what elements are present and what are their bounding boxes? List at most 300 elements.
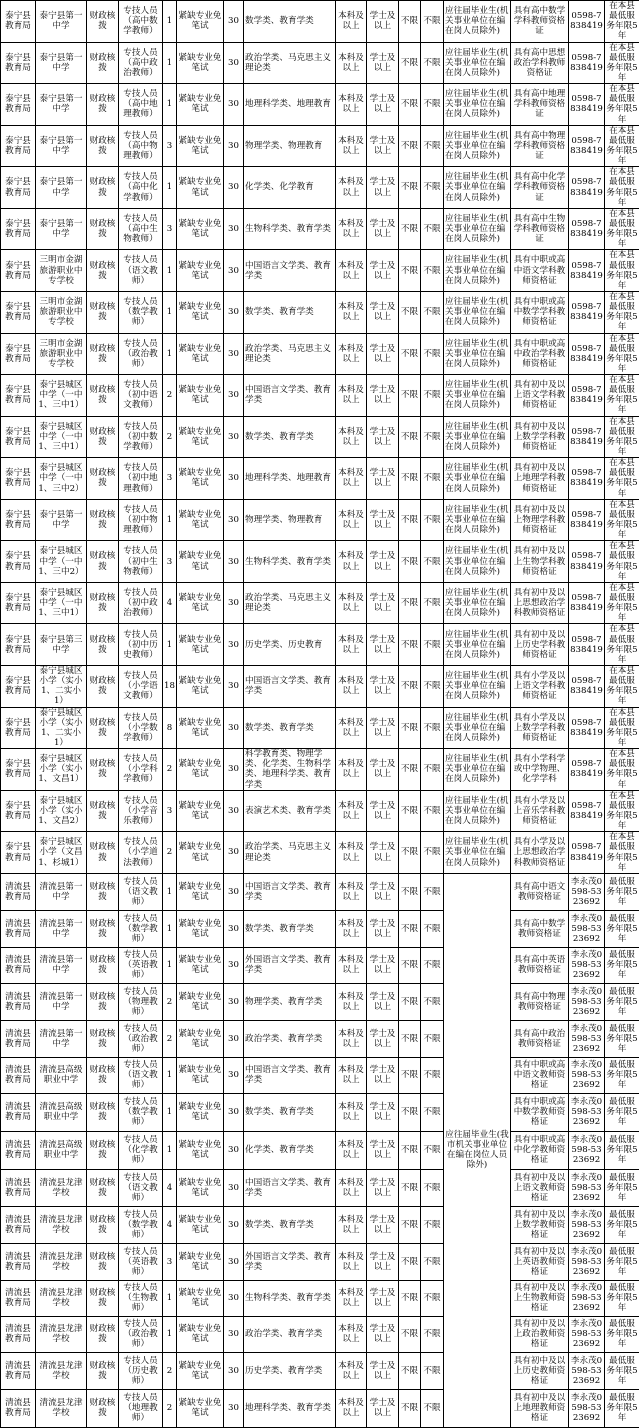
cell-degree: 学士及以上: [367, 790, 399, 832]
cell-education: 本科及以上: [336, 291, 367, 333]
cell-position: 专技人员（物理教师）: [119, 983, 163, 1020]
cell-service-note: 在本县最低服务年限5年: [605, 707, 639, 749]
cell-degree: 学士及以上: [367, 983, 399, 1020]
cell-gender: 不限: [399, 416, 421, 458]
cell-education: 本科及以上: [336, 375, 367, 417]
cell-position: 专技人员（初中政治教师）: [119, 582, 163, 624]
cell-degree: 学士及以上: [367, 167, 399, 209]
cell-gender: 不限: [399, 983, 421, 1020]
cell-age-limit: 30: [224, 333, 244, 375]
cell-education: 本科及以上: [336, 42, 367, 84]
cell-degree: 学士及以上: [367, 749, 399, 791]
cell-service-note: 最低服务年限5年: [605, 1020, 639, 1057]
cell-funding: 财政核拨: [87, 1, 119, 43]
cell-contact: 李永茂0598-5323692: [569, 1280, 605, 1316]
cell-headcount: 18: [163, 666, 177, 708]
cell-exam-method: 紧缺专业免笔试: [177, 873, 224, 910]
cell-exam-method: 紧缺专业免笔试: [177, 624, 224, 666]
cell-service-note: 最低服务年限5年: [605, 947, 639, 983]
cell-funding: 财政核拨: [87, 1389, 119, 1427]
cell-service-note: 最低服务年限5年: [605, 1169, 639, 1206]
cell-employer: 三明市金湖旅游职业中专学校: [36, 250, 87, 292]
cell-education: 本科及以上: [336, 910, 367, 947]
cell-service-note: 在本县最低服务年限5年: [605, 416, 639, 458]
cell-major: 中国语言文学类、教育学类: [244, 873, 336, 910]
cell-funding: 财政核拨: [87, 790, 119, 832]
cell-age-limit: 30: [224, 790, 244, 832]
cell-headcount: 4: [163, 1169, 177, 1206]
cell-certificate: 具有初中及以上地理教师资格证: [511, 1389, 569, 1427]
cell-employer: 清流县龙津学校: [36, 1206, 87, 1243]
cell-household: 不限: [421, 1057, 444, 1093]
table-row: [1, 1243, 639, 1280]
table-row: [1, 1, 639, 43]
cell-household: 不限: [421, 749, 444, 791]
cell-certificate: 具有高中生物学科教师资格证: [511, 208, 569, 250]
cell-major: 生物科学类、教育学类: [244, 208, 336, 250]
cell-education: 本科及以上: [336, 749, 367, 791]
cell-degree: 学士及以上: [367, 947, 399, 983]
cell-department: 泰宁县教育局: [1, 790, 36, 832]
cell-employer: 清流县第一中学: [36, 873, 87, 910]
cell-headcount: 1: [163, 1093, 177, 1131]
table-row: [1, 1093, 639, 1131]
cell-qualification: 应往届毕业生(机关事业单位在编在岗人员除外): [444, 167, 511, 209]
cell-department: 清流县教育局: [1, 1093, 36, 1131]
cell-household: 不限: [421, 910, 444, 947]
cell-service-note: 在本县最低服务年限5年: [605, 458, 639, 500]
cell-major: 地理科学类、教育学类: [244, 1389, 336, 1427]
cell-headcount: 2: [163, 416, 177, 458]
cell-contact: 李永茂0598-5323692: [569, 1352, 605, 1389]
cell-major: 地理科学类、地理教育: [244, 458, 336, 500]
cell-contact: 李永茂0598-5323692: [569, 1206, 605, 1243]
cell-exam-method: 紧缺专业免笔试: [177, 416, 224, 458]
cell-exam-method: 紧缺专业免笔试: [177, 707, 224, 749]
cell-service-note: 在本县最低服务年限5年: [605, 42, 639, 84]
cell-funding: 财政核拨: [87, 707, 119, 749]
cell-exam-method: 紧缺专业免笔试: [177, 250, 224, 292]
cell-major: 生物科学类、教育学类: [244, 541, 336, 583]
cell-contact: 李永茂0598-5323692: [569, 910, 605, 947]
cell-degree: 学士及以上: [367, 1352, 399, 1389]
cell-degree: 学士及以上: [367, 208, 399, 250]
cell-funding: 财政核拨: [87, 1057, 119, 1093]
cell-education: 本科及以上: [336, 1280, 367, 1316]
cell-headcount: 1: [163, 1280, 177, 1316]
cell-department: 清流县教育局: [1, 947, 36, 983]
cell-employer: 清流县龙津学校: [36, 1389, 87, 1427]
cell-position: 专技人员（小学道法教师）: [119, 832, 163, 874]
cell-education: 本科及以上: [336, 84, 367, 126]
cell-household: 不限: [421, 624, 444, 666]
cell-certificate: 具有初中及以上政治教师资格证: [511, 1316, 569, 1352]
cell-department: 泰宁县教育局: [1, 1, 36, 43]
cell-gender: 不限: [399, 707, 421, 749]
cell-funding: 财政核拨: [87, 832, 119, 874]
cell-headcount: 1: [163, 910, 177, 947]
cell-education: 本科及以上: [336, 873, 367, 910]
table-row: [1, 1206, 639, 1243]
cell-department: 清流县教育局: [1, 1057, 36, 1093]
cell-gender: 不限: [399, 1131, 421, 1169]
cell-service-note: 在本县最低服务年限5年: [605, 499, 639, 541]
cell-exam-method: 紧缺专业免笔试: [177, 125, 224, 167]
cell-certificate: 具有中职或高中数学教师资格证: [511, 1093, 569, 1131]
cell-contact: 0598-7838419: [569, 499, 605, 541]
cell-household: 不限: [421, 375, 444, 417]
cell-department: 清流县教育局: [1, 983, 36, 1020]
cell-service-note: 最低服务年限5年: [605, 1057, 639, 1093]
cell-service-note: 最低服务年限5年: [605, 873, 639, 910]
cell-household: 不限: [421, 873, 444, 910]
cell-major: 外国语言文学类、教育学类: [244, 947, 336, 983]
cell-department: 泰宁县教育局: [1, 250, 36, 292]
cell-gender: 不限: [399, 582, 421, 624]
cell-exam-method: 紧缺专业免笔试: [177, 1206, 224, 1243]
cell-gender: 不限: [399, 910, 421, 947]
cell-funding: 财政核拨: [87, 1020, 119, 1057]
cell-certificate: 具有小学及以上数学学科教师资格证: [511, 707, 569, 749]
cell-employer: 泰宁县城区中学（一中1、三中2）: [36, 458, 87, 500]
table-row: [1, 541, 639, 583]
cell-household: 不限: [421, 582, 444, 624]
cell-age-limit: 30: [224, 666, 244, 708]
cell-education: 本科及以上: [336, 1316, 367, 1352]
cell-age-limit: 30: [224, 832, 244, 874]
cell-age-limit: 30: [224, 416, 244, 458]
cell-employer: 三明市金湖旅游职业中专学校: [36, 291, 87, 333]
cell-certificate: 具有初中及以上思想政治学科教师资格证: [511, 582, 569, 624]
cell-education: 本科及以上: [336, 499, 367, 541]
cell-funding: 财政核拨: [87, 291, 119, 333]
cell-major: 外国语言文学类、教育学类: [244, 1243, 336, 1280]
cell-headcount: 1: [163, 1057, 177, 1093]
cell-qualification: 应往届毕业生(机关事业单位在编在岗人员除外): [444, 291, 511, 333]
table-row: [1, 167, 639, 209]
cell-service-note: 在本县最低服务年限5年: [605, 582, 639, 624]
cell-funding: 财政核拨: [87, 1352, 119, 1389]
cell-certificate: 具有中职或高中数学学科教师资格证: [511, 291, 569, 333]
cell-education: 本科及以上: [336, 541, 367, 583]
cell-exam-method: 紧缺专业免笔试: [177, 541, 224, 583]
cell-employer: 清流县第一中学: [36, 1020, 87, 1057]
cell-position: 专技人员（初中历史教师）: [119, 624, 163, 666]
cell-age-limit: 30: [224, 947, 244, 983]
cell-funding: 财政核拨: [87, 666, 119, 708]
cell-education: 本科及以上: [336, 666, 367, 708]
cell-degree: 学士及以上: [367, 375, 399, 417]
cell-major: 物理学类、教育学类: [244, 983, 336, 1020]
cell-household: 不限: [421, 790, 444, 832]
cell-position: 专技人员（地理教师）: [119, 1389, 163, 1427]
cell-position: 专技人员（历史教师）: [119, 1352, 163, 1389]
cell-major: 数学类、教育学类: [244, 707, 336, 749]
cell-degree: 学士及以上: [367, 910, 399, 947]
cell-household: 不限: [421, 84, 444, 126]
cell-position: 专技人员（政治教师）: [119, 1020, 163, 1057]
cell-household: 不限: [421, 291, 444, 333]
cell-service-note: 最低服务年限5年: [605, 1206, 639, 1243]
cell-education: 本科及以上: [336, 582, 367, 624]
table-row: [1, 947, 639, 983]
cell-service-note: 最低服务年限5年: [605, 1389, 639, 1427]
cell-service-note: 在本县最低服务年限5年: [605, 666, 639, 708]
cell-household: 不限: [421, 42, 444, 84]
cell-household: 不限: [421, 499, 444, 541]
cell-gender: 不限: [399, 42, 421, 84]
cell-gender: 不限: [399, 1169, 421, 1206]
cell-qualification: 应往届毕业生(机关事业单位在编在岗人员除外): [444, 832, 511, 874]
cell-household: 不限: [421, 1316, 444, 1352]
cell-qualification: 应往届毕业生(机关事业单位在编在岗人员除外): [444, 84, 511, 126]
cell-education: 本科及以上: [336, 1057, 367, 1093]
cell-employer: 泰宁县城区小学（实小1、文昌2）: [36, 790, 87, 832]
cell-exam-method: 紧缺专业免笔试: [177, 167, 224, 209]
cell-contact: 0598-7838419: [569, 749, 605, 791]
cell-age-limit: 30: [224, 291, 244, 333]
cell-qualification: 应往届毕业生(机关事业单位在编在岗人员除外): [444, 125, 511, 167]
table-row: [1, 1131, 639, 1169]
cell-headcount: 3: [163, 208, 177, 250]
cell-education: 本科及以上: [336, 832, 367, 874]
cell-degree: 学士及以上: [367, 1131, 399, 1169]
cell-qualification: 应往届毕业生(机关事业单位在编在岗人员除外): [444, 666, 511, 708]
cell-major: 数学类、教育学类: [244, 291, 336, 333]
cell-contact: 0598-7838419: [569, 125, 605, 167]
cell-age-limit: 30: [224, 541, 244, 583]
cell-headcount: 1: [163, 1131, 177, 1169]
cell-exam-method: 紧缺专业免笔试: [177, 1352, 224, 1389]
cell-contact: 0598-7838419: [569, 832, 605, 874]
cell-gender: 不限: [399, 832, 421, 874]
cell-contact: 0598-7838419: [569, 416, 605, 458]
cell-gender: 不限: [399, 1316, 421, 1352]
table-body: [1, 1, 639, 1428]
cell-certificate: 具有中职或高中语文学科教师资格证: [511, 250, 569, 292]
cell-employer: 泰宁县第一中学: [36, 125, 87, 167]
cell-department: 清流县教育局: [1, 1131, 36, 1169]
table-row: [1, 375, 639, 417]
cell-education: 本科及以上: [336, 1131, 367, 1169]
cell-degree: 学士及以上: [367, 250, 399, 292]
cell-age-limit: 30: [224, 84, 244, 126]
cell-contact: 李永茂0598-5323692: [569, 1169, 605, 1206]
cell-degree: 学士及以上: [367, 873, 399, 910]
cell-position: 专技人员（数学教师）: [119, 1206, 163, 1243]
cell-position: 专技人员（高中生物教师）: [119, 208, 163, 250]
cell-degree: 学士及以上: [367, 291, 399, 333]
cell-household: 不限: [421, 250, 444, 292]
cell-major: 政治学类、马克思主义理论类: [244, 333, 336, 375]
cell-employer: 清流县龙津学校: [36, 1316, 87, 1352]
cell-funding: 财政核拨: [87, 250, 119, 292]
cell-headcount: 3: [163, 541, 177, 583]
cell-degree: 学士及以上: [367, 666, 399, 708]
cell-major: 数学类、教育学类: [244, 1206, 336, 1243]
cell-age-limit: 30: [224, 1169, 244, 1206]
cell-funding: 财政核拨: [87, 749, 119, 791]
cell-degree: 学士及以上: [367, 416, 399, 458]
cell-degree: 学士及以上: [367, 125, 399, 167]
cell-position: 专技人员（高中政治教师）: [119, 42, 163, 84]
cell-service-note: 在本县最低服务年限5年: [605, 333, 639, 375]
cell-department: 泰宁县教育局: [1, 416, 36, 458]
cell-degree: 学士及以上: [367, 624, 399, 666]
cell-degree: 学士及以上: [367, 42, 399, 84]
cell-employer: 清流县第一中学: [36, 910, 87, 947]
cell-service-note: 在本县最低服务年限5年: [605, 1, 639, 43]
cell-exam-method: 紧缺专业免笔试: [177, 983, 224, 1020]
cell-gender: 不限: [399, 1093, 421, 1131]
cell-qualification: 应往届毕业生(机关事业单位在编在岗人员除外): [444, 541, 511, 583]
cell-employer: 清流县高级职业中学: [36, 1093, 87, 1131]
cell-exam-method: 紧缺专业免笔试: [177, 1093, 224, 1131]
cell-department: 泰宁县教育局: [1, 707, 36, 749]
cell-age-limit: 30: [224, 749, 244, 791]
cell-major: 数学类、教育学类: [244, 416, 336, 458]
cell-major: 历史学类、教育学类: [244, 1352, 336, 1389]
cell-qualification: 应往届毕业生(机关事业单位在编在岗人员除外): [444, 333, 511, 375]
cell-certificate: 具有高中政治教师资格证: [511, 1020, 569, 1057]
cell-position: 专技人员（语文教师）: [119, 873, 163, 910]
cell-employer: 泰宁县第一中学: [36, 1, 87, 43]
cell-major: 政治学类、马克思主义理论类: [244, 582, 336, 624]
cell-age-limit: 30: [224, 1020, 244, 1057]
cell-household: 不限: [421, 1020, 444, 1057]
qingliu-qualification-cell: 应往届毕业生(我市机关事业单位在编在岗位人员除外): [444, 873, 511, 1427]
cell-age-limit: 30: [224, 1352, 244, 1389]
cell-employer: 泰宁县城区中学（一中1、三中1）: [36, 416, 87, 458]
cell-gender: 不限: [399, 1243, 421, 1280]
cell-department: 清流县教育局: [1, 1243, 36, 1280]
cell-gender: 不限: [399, 167, 421, 209]
table-row: [1, 1057, 639, 1093]
cell-gender: 不限: [399, 790, 421, 832]
table-row: [1, 1389, 639, 1427]
cell-certificate: 具有高中数学学科教师资格证: [511, 1, 569, 43]
cell-certificate: 具有中职或高中政治学科教师资格证: [511, 333, 569, 375]
cell-exam-method: 紧缺专业免笔试: [177, 499, 224, 541]
cell-gender: 不限: [399, 208, 421, 250]
cell-gender: 不限: [399, 1352, 421, 1389]
cell-major: 物理学类、物理教育: [244, 499, 336, 541]
cell-funding: 财政核拨: [87, 84, 119, 126]
cell-department: 清流县教育局: [1, 1020, 36, 1057]
cell-position: 专技人员（语文教师）: [119, 1169, 163, 1206]
cell-position: 专技人员（化学教师）: [119, 1131, 163, 1169]
cell-funding: 财政核拨: [87, 42, 119, 84]
cell-employer: 泰宁县城区小学（实小1、文昌1）: [36, 749, 87, 791]
table-row: [1, 42, 639, 84]
cell-household: 不限: [421, 1169, 444, 1206]
cell-service-note: 在本县最低服务年限5年: [605, 541, 639, 583]
cell-service-note: 最低服务年限5年: [605, 1093, 639, 1131]
cell-degree: 学士及以上: [367, 499, 399, 541]
cell-service-note: 最低服务年限5年: [605, 1243, 639, 1280]
cell-major: 地理科学类、地理教育: [244, 84, 336, 126]
cell-qualification: 应往届毕业生(机关事业单位在编在岗人员除外): [444, 1, 511, 43]
cell-major: 化学类、化学教育: [244, 167, 336, 209]
cell-certificate: 具有初中及以上语文学科教师资格证: [511, 375, 569, 417]
cell-gender: 不限: [399, 541, 421, 583]
table-row: [1, 1020, 639, 1057]
cell-position: 专技人员（高中数学教师）: [119, 1, 163, 43]
cell-funding: 财政核拨: [87, 333, 119, 375]
cell-household: 不限: [421, 1206, 444, 1243]
cell-contact: 0598-7838419: [569, 458, 605, 500]
cell-age-limit: 30: [224, 1206, 244, 1243]
cell-contact: 李永茂0598-5323692: [569, 1093, 605, 1131]
cell-certificate: 具有初中及以上历史教师资格证: [511, 1352, 569, 1389]
cell-household: 不限: [421, 1, 444, 43]
table-row: [1, 624, 639, 666]
cell-service-note: 在本县最低服务年限5年: [605, 208, 639, 250]
cell-funding: 财政核拨: [87, 873, 119, 910]
cell-education: 本科及以上: [336, 1169, 367, 1206]
cell-position: 专技人员（政治教师）: [119, 333, 163, 375]
cell-household: 不限: [421, 458, 444, 500]
cell-position: 专技人员（高中地理教师）: [119, 84, 163, 126]
cell-degree: 学士及以上: [367, 1, 399, 43]
cell-degree: 学士及以上: [367, 707, 399, 749]
cell-exam-method: 紧缺专业免笔试: [177, 947, 224, 983]
cell-age-limit: 30: [224, 983, 244, 1020]
cell-position: 专技人员（初中数学教师）: [119, 416, 163, 458]
cell-household: 不限: [421, 1280, 444, 1316]
cell-department: 泰宁县教育局: [1, 167, 36, 209]
cell-major: 中国语言文学类、教育学类: [244, 1057, 336, 1093]
cell-gender: 不限: [399, 1389, 421, 1427]
cell-education: 本科及以上: [336, 1352, 367, 1389]
cell-age-limit: 30: [224, 1243, 244, 1280]
cell-certificate: 具有高中数学教师资格证: [511, 910, 569, 947]
cell-household: 不限: [421, 541, 444, 583]
cell-headcount: 2: [163, 1389, 177, 1427]
cell-major: 科学教育类、物理学类、化学类、生物科学类、地理科学类、教育学类: [244, 749, 336, 791]
cell-position: 专技人员（数学教师）: [119, 1093, 163, 1131]
cell-major: 数学类、教育学类: [244, 1093, 336, 1131]
cell-funding: 财政核拨: [87, 416, 119, 458]
cell-degree: 学士及以上: [367, 1280, 399, 1316]
cell-major: 物理学类、物理教育: [244, 125, 336, 167]
cell-gender: 不限: [399, 749, 421, 791]
cell-employer: 泰宁县城区小学（实小1、二实小1）: [36, 707, 87, 749]
cell-certificate: 具有小学及以上思想政治学科教师资格证: [511, 832, 569, 874]
cell-funding: 财政核拨: [87, 1093, 119, 1131]
cell-employer: 泰宁县城区中学（一中1、三中1）: [36, 375, 87, 417]
cell-degree: 学士及以上: [367, 1169, 399, 1206]
cell-degree: 学士及以上: [367, 1093, 399, 1131]
cell-position: 专技人员（小学语文教师）: [119, 666, 163, 708]
cell-position: 专技人员（小学科学教师）: [119, 749, 163, 791]
cell-age-limit: 30: [224, 167, 244, 209]
cell-exam-method: 紧缺专业免笔试: [177, 1280, 224, 1316]
cell-education: 本科及以上: [336, 947, 367, 983]
cell-contact: 0598-7838419: [569, 1, 605, 43]
cell-education: 本科及以上: [336, 208, 367, 250]
cell-degree: 学士及以上: [367, 541, 399, 583]
cell-employer: 清流县龙津学校: [36, 1243, 87, 1280]
cell-contact: 0598-7838419: [569, 84, 605, 126]
cell-degree: 学士及以上: [367, 1020, 399, 1057]
cell-employer: 泰宁县第一中学: [36, 208, 87, 250]
cell-service-note: 在本县最低服务年限5年: [605, 790, 639, 832]
cell-employer: 清流县龙津学校: [36, 1169, 87, 1206]
cell-funding: 财政核拨: [87, 499, 119, 541]
table-row: [1, 1280, 639, 1316]
cell-funding: 财政核拨: [87, 125, 119, 167]
